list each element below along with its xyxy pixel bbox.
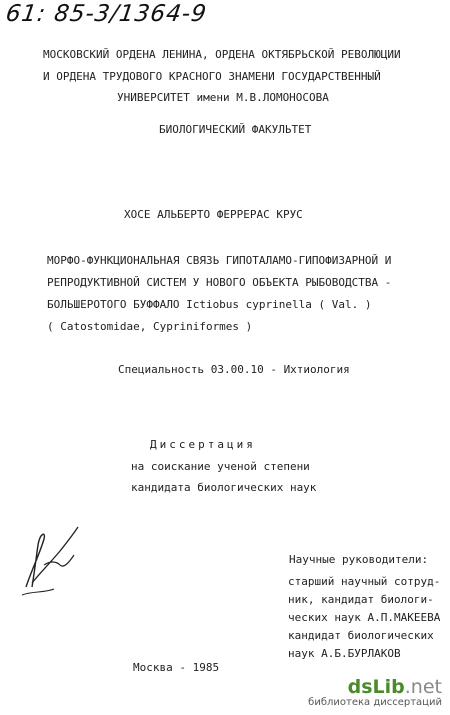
header-line-3: УНИВЕРСИТЕТ имени М.В.ЛОМОНОСОВА xyxy=(117,91,329,104)
advisors-heading: Научные руководители: xyxy=(289,553,429,566)
dissertation-line-2: кандидата биологических наук xyxy=(131,481,317,494)
advisor-line-3: ческих наук А.П.МАКЕЕВА xyxy=(288,611,441,624)
header-line-1: МОСКОВСКИЙ ОРДЕНА ЛЕНИНА, ОРДЕНА ОКТЯБРЬСКОЙ РЕВОЛЮЦИИ xyxy=(43,48,401,61)
advisor-line-2: ник, кандидат биологи- xyxy=(288,593,434,606)
title-line-2: РЕПРОДУКТИВНОЙ СИСТЕМ У НОВОГО ОБЪЕКТА РЫБОВОДСТВА - xyxy=(47,276,392,289)
faculty-name: БИОЛОГИЧЕСКИЙ ФАКУЛЬТЕТ xyxy=(159,123,312,136)
dissertation-heading: Диссертация xyxy=(150,438,256,451)
place-and-year: Москва - 1985 xyxy=(133,661,220,674)
handwritten-signature xyxy=(14,517,89,605)
watermark-logo: dsLib.net xyxy=(347,676,442,698)
watermark-caption: библиотека диссертаций xyxy=(308,697,442,708)
dslib-watermark xyxy=(308,677,442,709)
author-name: ХОСЕ АЛЬБЕРТО ФЕРРЕРАС КРУС xyxy=(124,208,303,221)
dissertation-line-1: на соискание ученой степени xyxy=(131,460,310,473)
handwritten-catalog-code: 61: 85-3/1364-9 xyxy=(4,1,209,27)
advisor-line-4: кандидат биологических xyxy=(288,629,434,642)
specialty-line: Специальность 03.00.10 - Ихтиология xyxy=(118,363,350,376)
title-line-1: МОРФО-ФУНКЦИОНАЛЬНАЯ СВЯЗЬ ГИПОТАЛАМО-ГИПОФИЗАРНОЙ И xyxy=(47,254,392,267)
title-line-3: БОЛЬШЕРОТОГО БУФФАЛО Ictiobus cyprinella ( Val. ) xyxy=(47,298,372,311)
advisor-line-5: наук А.Б.БУРЛАКОВ xyxy=(288,647,401,660)
advisor-line-1: старший научный сотруд- xyxy=(288,575,441,588)
title-line-4: ( Catostomidae, Cypriniformes ) xyxy=(47,320,253,333)
header-line-2: И ОРДЕНА ТРУДОВОГО КРАСНОГО ЗНАМЕНИ ГОСУДАРСТВЕННЫЙ xyxy=(43,70,381,83)
